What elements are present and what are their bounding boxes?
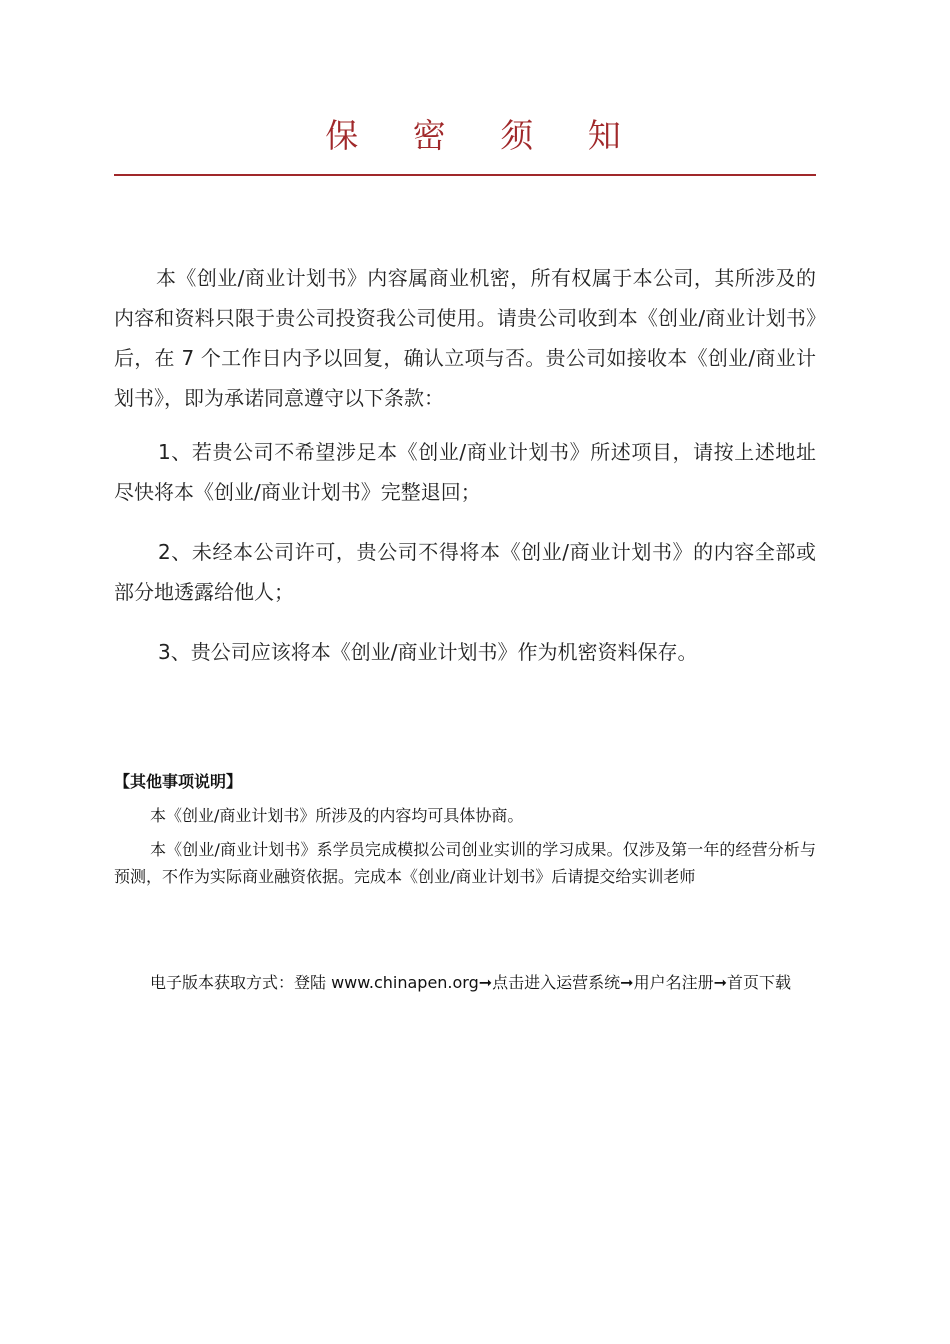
intro-paragraph: 本《创业/商业计划书》内容属商业机密，所有权属于本公司，其所涉及的内容和资料只限于贵公司投资我公司使用。请贵公司收到本《创业/商业计划书》后，在 7 个工作日内予以回复，确认立项与否。贵公司如接收本《创业/商业计划书》，即为承诺同意遵守以下条款： — [114, 266, 816, 410]
page-title: 保 密 须 知 — [325, 116, 643, 155]
other-note-1: 本《创业/商业计划书》所涉及的内容均可具体协商。 — [150, 806, 524, 825]
clause-2: 2、未经本公司许可，贵公司不得将本《创业/商业计划书》的内容全部或部分地透露给他人； — [114, 540, 816, 604]
title-divider — [114, 174, 816, 176]
download-instructions: 电子版本获取方式：登陆 www.chinapen.org➞点击进入运营系统➞用户名注册➞首页下载 — [150, 973, 791, 992]
clause-1: 1、若贵公司不希望涉足本《创业/商业计划书》所述项目，请按上述地址尽快将本《创业/商业计划书》完整退回； — [114, 440, 816, 504]
other-note-2: 本《创业/商业计划书》系学员完成模拟公司创业实训的学习成果。仅涉及第一年的经营分析与预测，不作为实际商业融资依据。完成本《创业/商业计划书》后请提交给实训老师 — [114, 840, 816, 886]
other-notes-heading: 【其他事项说明】 — [114, 772, 243, 791]
clause-3: 3、贵公司应该将本《创业/商业计划书》作为机密资料保存。 — [158, 640, 698, 664]
